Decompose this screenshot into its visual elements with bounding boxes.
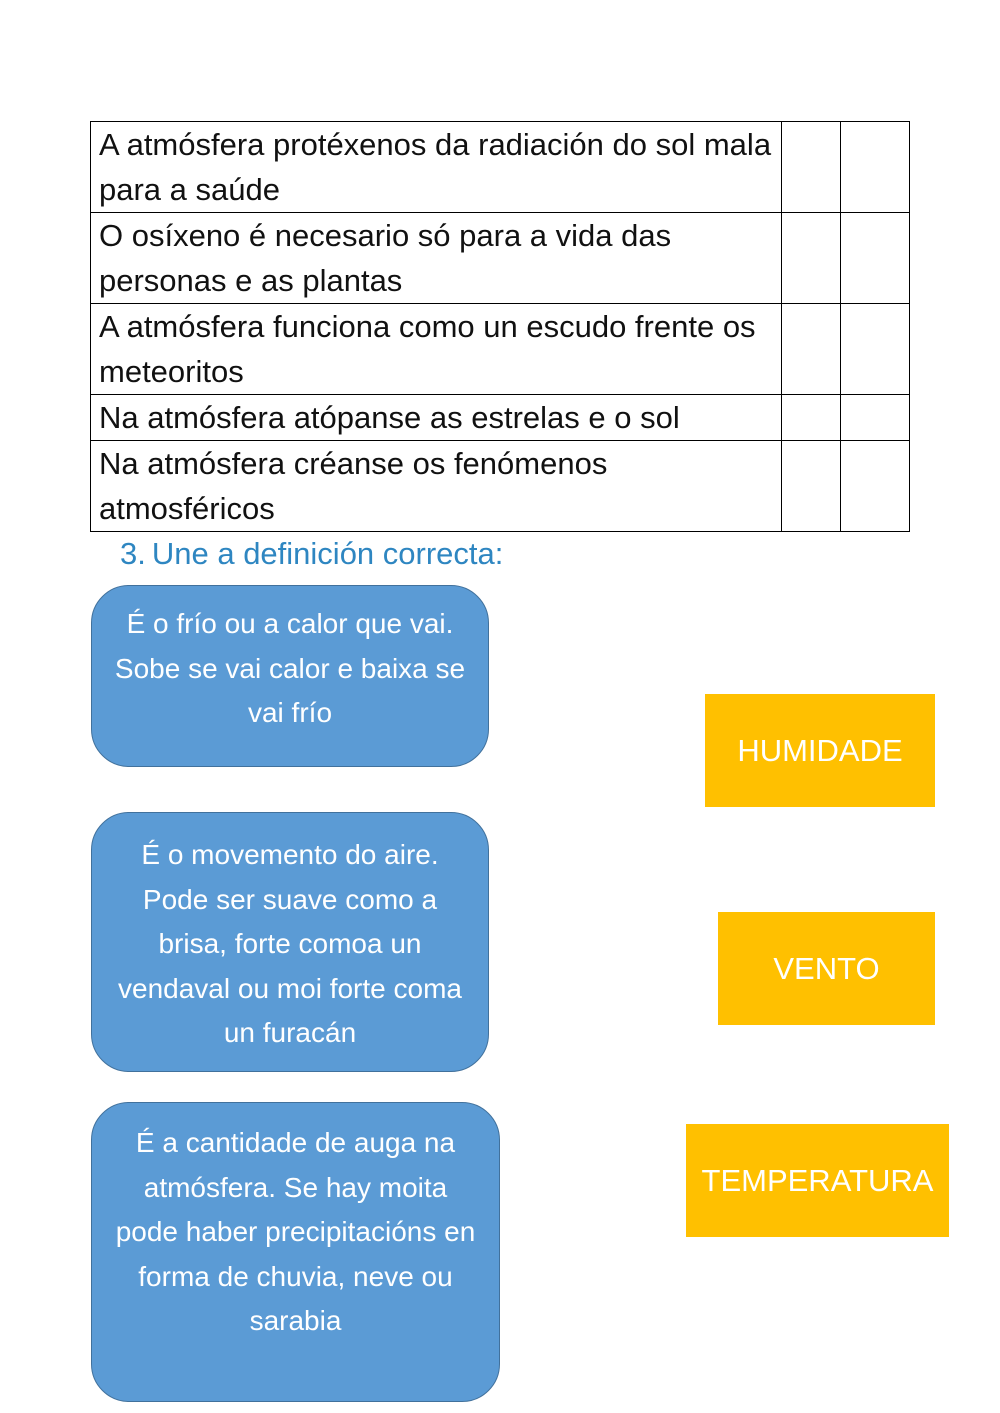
answer-cell-false[interactable] xyxy=(841,213,910,304)
term-box-temperatura[interactable] xyxy=(686,1124,949,1237)
section-number: 3. xyxy=(120,536,146,571)
answer-cell-true[interactable] xyxy=(782,213,841,304)
table-row xyxy=(91,304,910,395)
answer-cell-true[interactable] xyxy=(782,395,841,441)
statement-cell: A atmósfera funciona como un escudo frente os meteoritos xyxy=(91,304,782,395)
definition-box-temperature[interactable] xyxy=(91,585,489,767)
answer-cell-true[interactable] xyxy=(782,304,841,395)
definition-box-wind[interactable] xyxy=(91,812,489,1072)
table-row xyxy=(91,213,910,304)
answer-cell-true[interactable] xyxy=(782,122,841,213)
term-label: HUMIDADE xyxy=(737,732,903,768)
statement-cell: Na atmósfera atópanse as estrelas e o sol xyxy=(91,395,782,441)
definition-text: É o frío ou a calor que vai. Sobe se vai calor e baixa se vai frío xyxy=(114,608,466,728)
statement-cell: Na atmósfera créanse os fenómenos atmosféricos xyxy=(91,441,782,532)
section-heading xyxy=(120,533,503,575)
section-title: Une a definición correcta: xyxy=(151,536,504,571)
statement-cell: O osíxeno é necesario só para a vida das personas e as plantas xyxy=(91,213,782,304)
true-false-table xyxy=(90,121,910,532)
answer-cell-false[interactable] xyxy=(841,395,910,441)
definition-text: É o movemento do aire. Pode ser suave como a brisa, forte comoa un vendaval ou moi forte coma un furacán xyxy=(118,839,462,1048)
term-box-vento[interactable] xyxy=(718,912,935,1025)
definition-box-humidity[interactable] xyxy=(91,1102,500,1402)
table-row xyxy=(91,122,910,213)
answer-cell-false[interactable] xyxy=(841,122,910,213)
statement-cell: A atmósfera protéxenos da radiación do sol mala para a saúde xyxy=(91,122,782,213)
table-row xyxy=(91,395,910,441)
definition-text: É a cantidade de auga na atmósfera. Se hay moita pode haber precipitacións en forma de chuvia, neve ou sarabia xyxy=(115,1127,476,1336)
table-row xyxy=(91,441,910,532)
answer-cell-false[interactable] xyxy=(841,304,910,395)
answer-cell-true[interactable] xyxy=(782,441,841,532)
term-label: TEMPERATURA xyxy=(701,1162,934,1198)
answer-cell-false[interactable] xyxy=(841,441,910,532)
term-label: VENTO xyxy=(773,950,880,986)
term-box-humidade[interactable] xyxy=(705,694,935,807)
